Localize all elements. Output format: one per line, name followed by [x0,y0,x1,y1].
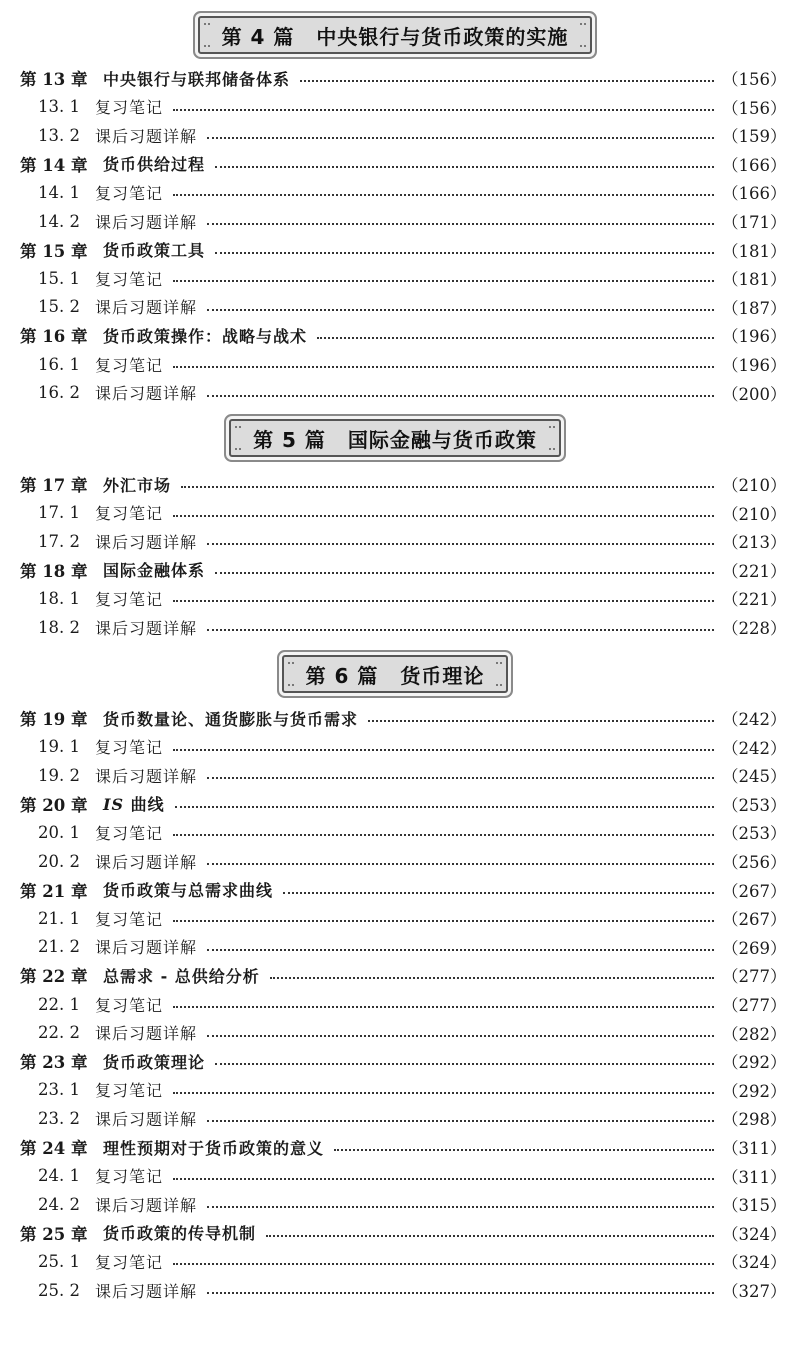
page-number: （181） [722,270,787,290]
toc-chapter-row[interactable] [0,876,790,904]
page-number: （242） [722,738,787,758]
toc-chapter-row[interactable] [0,961,790,989]
page-number: （298） [722,1110,787,1130]
page-number: （267） [722,881,787,901]
section-number: 15. 2 [38,297,80,317]
dot-leader [175,806,714,808]
toc-section-row[interactable] [0,1247,790,1275]
chapter-title: 货币数量论、通货膨胀与货币需求 [103,709,359,729]
toc-section-row[interactable] [0,1019,790,1047]
chapter-title-rest: 曲线 [124,795,165,815]
page-number: （242） [722,710,787,729]
chapter-number: 第 17 章 [20,476,88,495]
dot-leader [181,486,714,488]
dot-leader [173,1263,714,1265]
chapter-title: 国际金融体系 [103,561,206,581]
page-number: （292） [722,1081,787,1101]
toc-section-row[interactable] [0,990,790,1018]
dot-leader [173,109,714,111]
page-number: （327） [722,1282,787,1301]
page-number: （156） [722,98,787,118]
dot-leader [317,337,714,339]
section-title: 课后习题详解 [95,298,198,318]
section-number: 24. 1 [38,1166,80,1186]
toc-chapter-row[interactable] [0,64,790,92]
toc-section-row[interactable] [0,264,790,292]
chapter-title: 货币政策理论 [103,1052,206,1072]
page-number: （210） [722,504,787,524]
page-number: （282） [722,1024,787,1044]
toc-section-row[interactable] [0,379,790,407]
toc-section-row[interactable] [0,1162,790,1190]
section-number: 16. 2 [38,383,80,403]
chapter-number: 第 18 章 [20,561,88,581]
chapter-number: 第 16 章 [20,327,88,347]
toc-section-row[interactable] [0,178,790,206]
section-number: 22. 1 [38,994,80,1014]
chapter-title: 货币政策与总需求曲线 [103,881,274,901]
toc-chapter-row[interactable] [0,1133,790,1161]
section-title: 课后习题详解 [95,1109,198,1129]
section-number: 23. 1 [38,1080,80,1100]
section-number: 21. 2 [38,937,80,957]
toc-section-row[interactable] [0,293,790,321]
section-title: 课后习题详解 [95,212,198,232]
dot-leader [207,1206,714,1208]
chapter-title: 外汇市场 [103,475,172,495]
part-banner [0,12,790,58]
dot-leader [334,1149,714,1151]
section-title: 复习笔记 [95,183,164,203]
dot-leader [173,834,714,836]
toc-section-row[interactable] [0,584,790,612]
part-title: 中央银行与货币政策的实施 [316,24,569,49]
page-number: （269） [722,938,787,958]
page-number: （267） [722,910,787,930]
dot-leader [173,600,714,602]
section-title: 课后习题详解 [95,766,198,786]
page-number: （196） [722,327,787,347]
dot-leader [173,366,714,368]
chapter-number: 第 14 章 [20,155,88,175]
toc-section-row[interactable] [0,207,790,235]
toc-section-row[interactable] [0,818,790,846]
section-title: 复习笔记 [95,1167,164,1187]
part-banner [0,651,790,697]
page-number: （221） [722,590,787,610]
dot-leader [207,629,714,631]
dot-leader [207,395,714,397]
chapter-number: 第 22 章 [20,967,88,987]
chapter-number: 第 20 章 [20,795,88,815]
page-number: （181） [722,241,787,261]
section-number: 18. 1 [38,588,80,608]
chapter-number: 第 25 章 [20,1224,88,1244]
section-title: 复习笔记 [95,1252,164,1272]
section-title: 复习笔记 [95,738,164,758]
page-number: （221） [722,561,787,581]
section-number: 13. 2 [38,125,80,145]
page-number: （277） [722,996,787,1015]
section-number: 22. 2 [38,1023,80,1043]
chapter-number: 第 21 章 [20,881,88,901]
page-number: （166） [722,184,787,204]
toc-chapter-row[interactable] [0,790,790,818]
toc-chapter-row[interactable] [0,321,790,349]
chapter-title: 货币政策操作：战略与战术 [103,326,308,346]
section-title: 课后习题详解 [95,126,198,146]
chapter-title: 货币政策的传导机制 [103,1224,257,1244]
toc-chapter-row[interactable] [0,704,790,732]
section-number: 20. 1 [38,822,80,842]
chapter-title: 货币政策工具 [103,241,206,261]
dot-leader [215,572,714,574]
section-title: 复习笔记 [95,98,164,118]
toc-section-row[interactable] [0,121,790,149]
part-label: 第 6 篇 [305,663,379,688]
chapter-title: 理性预期对于货币政策的意义 [103,1138,325,1158]
section-title: 复习笔记 [95,504,164,524]
section-title: 课后习题详解 [95,1281,198,1301]
dot-leader [207,223,714,225]
dot-leader [215,1063,714,1065]
dot-leader [173,749,714,751]
chapter-title: 货币供给过程 [103,155,206,175]
toc-chapter-row[interactable] [0,150,790,178]
dot-leader [173,280,714,282]
section-title: 复习笔记 [95,995,164,1015]
chapter-number: 第 19 章 [20,710,88,729]
toc-section-row[interactable] [0,904,790,932]
dot-leader [207,1035,714,1037]
page-number: （228） [722,619,787,638]
page-number: （277） [722,967,787,987]
section-title: 复习笔记 [95,269,164,289]
section-number: 19. 1 [38,737,80,757]
dot-leader [283,892,714,894]
dot-leader [207,137,714,139]
section-title: 课后习题详解 [95,852,198,872]
chapter-number: 第 13 章 [20,70,88,89]
dot-leader [173,1092,714,1094]
dot-leader [215,252,714,254]
toc-section-row[interactable] [0,933,790,961]
page-number: （253） [722,824,787,844]
toc-section-row[interactable] [0,847,790,875]
section-number: 15. 1 [38,268,80,288]
toc-section-row[interactable] [0,1190,790,1218]
page-number: （187） [722,298,787,318]
dot-leader [173,515,714,517]
dot-leader [270,977,714,979]
dot-leader [173,1178,714,1180]
page-number: （324） [722,1224,787,1244]
dot-leader [173,920,714,922]
section-number: 21. 1 [38,908,80,928]
page-number: （311） [722,1139,787,1158]
part-title: 国际金融与货币政策 [347,427,537,452]
toc-section-row[interactable] [0,733,790,761]
part-banner-frame [229,419,561,457]
dot-leader [207,777,714,779]
chapter-number: 第 24 章 [20,1139,88,1158]
dot-leader [207,543,714,545]
toc-section-row[interactable] [0,1076,790,1104]
page-number: （324） [722,1253,787,1273]
section-number: 18. 2 [38,617,80,637]
part-banner [0,415,790,461]
page-number: （315） [722,1196,787,1216]
chapter-number: 第 23 章 [20,1053,88,1073]
section-title: 课后习题详解 [95,1195,198,1215]
part-label: 第 4 篇 [221,24,295,49]
toc-section-row[interactable] [0,527,790,555]
page-number: （156） [722,70,787,89]
section-number: 20. 2 [38,851,80,871]
section-title: 课后习题详解 [95,384,198,404]
toc-chapter-row[interactable] [0,236,790,264]
dot-leader [215,166,714,168]
section-title: 课后习题详解 [95,532,198,552]
part-label: 第 5 篇 [253,427,326,452]
section-number: 17. 2 [38,531,80,551]
page-number: （253） [722,795,787,815]
section-number: 16. 1 [38,354,80,374]
toc-section-row[interactable] [0,613,790,641]
dot-leader [173,1006,714,1008]
chapter-title [103,792,165,815]
chapter-number: 第 15 章 [20,241,88,261]
toc-section-row[interactable] [0,93,790,121]
chapter-title: 总需求 - 总供给分析 [103,966,260,986]
dot-leader [207,1120,714,1122]
chapter-title-italic-part: IS [103,795,125,815]
section-number: 25. 2 [38,1280,80,1300]
section-title: 复习笔记 [95,823,164,843]
part-banner-frame [198,16,593,54]
section-title: 复习笔记 [95,589,164,609]
chapter-title: 中央银行与联邦储备体系 [103,69,291,89]
section-title: 课后习题详解 [95,618,198,638]
dot-leader [368,720,714,722]
section-number: 23. 2 [38,1108,80,1128]
section-number: 14. 1 [38,182,80,202]
page-number: （210） [722,476,787,495]
toc-section-row[interactable] [0,350,790,378]
page-number: （311） [722,1167,787,1187]
page-number: （171） [722,213,787,232]
toc-section-row[interactable] [0,499,790,527]
page-number: （159） [722,127,787,147]
toc-chapter-row[interactable] [0,1047,790,1075]
section-title: 复习笔记 [95,909,164,929]
toc-section-row[interactable] [0,761,790,789]
page-number: （245） [722,767,787,787]
dot-leader [300,80,714,82]
toc-chapter-row[interactable] [0,470,790,498]
dot-leader [207,1292,714,1294]
dot-leader [173,194,714,196]
page-number: （292） [722,1053,787,1073]
section-title: 复习笔记 [95,1081,164,1101]
section-number: 13. 1 [38,97,80,117]
section-title: 课后习题详解 [95,938,198,958]
page-number: （256） [722,853,787,872]
page-number: （200） [722,384,787,404]
section-number: 17. 1 [38,503,80,523]
page-number: （196） [722,356,787,375]
toc-chapter-row[interactable] [0,1219,790,1247]
page-number: （166） [722,155,787,175]
section-number: 19. 2 [38,765,80,785]
page-number: （213） [722,533,787,553]
part-title: 货币理论 [400,663,485,688]
section-number: 14. 2 [38,211,80,231]
section-title: 复习笔记 [95,355,164,375]
part-banner-frame [282,655,509,693]
dot-leader [266,1235,714,1237]
section-title: 课后习题详解 [95,1024,198,1044]
section-number: 24. 2 [38,1194,80,1214]
dot-leader [207,863,714,865]
toc-section-row[interactable] [0,1104,790,1132]
section-number: 25. 1 [38,1251,80,1271]
dot-leader [207,949,714,951]
dot-leader [207,309,714,311]
toc-chapter-row[interactable] [0,556,790,584]
toc-section-row[interactable] [0,1276,790,1304]
